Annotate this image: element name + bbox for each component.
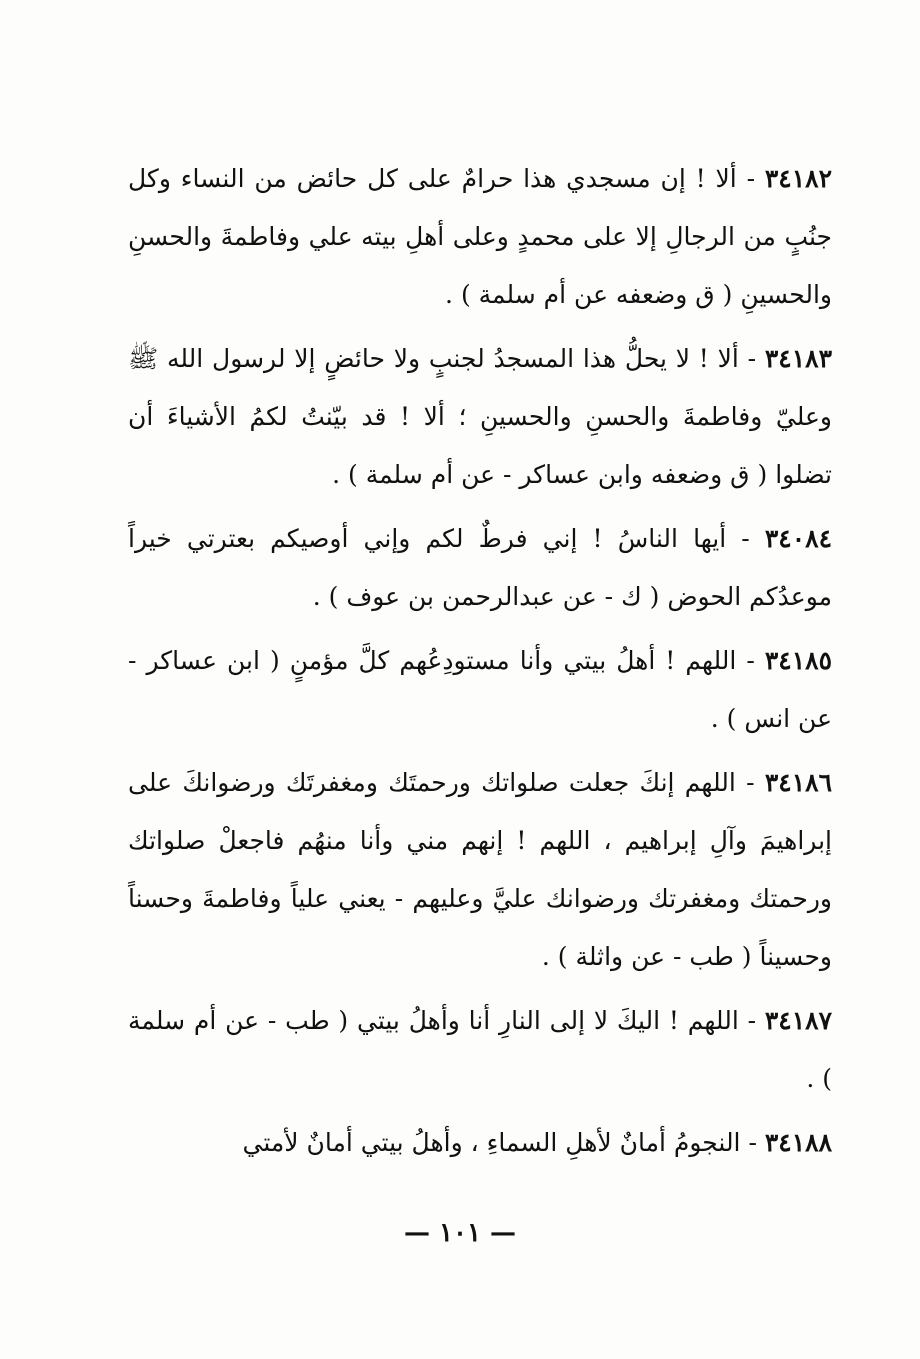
hadith-entry-34183: ٣٤١٨٣ - ألا ! لا يحلُّ هذا المسجدُ لجنبٍ ولا حائضٍ إلا لرسول الله ﷺ وعليّ وفاطمةَ والحسنِ والحسينِ ؛ ألا ! قد بيّنتُ لكمُ الأشياءَ أن تضلوا ( ق وضعفه وابن عساكر - عن أم سلمة ) . (128, 344, 832, 489)
hadith-text: النجومُ أمانٌ لأهلِ السماءِ ، وأهلُ بيتي أمانٌ لأمتي (242, 1128, 741, 1157)
hadith-list (128, 150, 832, 1178)
hadith-number: ٣٤١٨٨ (764, 1128, 832, 1157)
hadith-entry-34185: ٣٤١٨٥ - اللهم ! أهلُ بيتي وأنا مستودِعُهم كلَّ مؤمنٍ ( ابن عساكر - عن انس ) . (128, 646, 832, 733)
hadith-text: اللهم ! أهلُ بيتي وأنا مستودِعُهم كلَّ مؤمنٍ ( ابن عساكر - عن انس ) . (128, 646, 832, 733)
hadith-number: ٣٤١٨٣ (764, 344, 832, 373)
hadith-text: ألا ! إن مسجدي هذا حرامٌ على كل حائض من النساء وكل جنُبٍ من الرجالِ إلا على محمدٍ وعلى أهلِ بيته علي وفاطمةَ والحسنِ والحسينِ ( ق وضعفه عن أم سلمة ) . (128, 164, 832, 309)
hadith-entry-34188: ٣٤١٨٨ - النجومُ أمانٌ لأهلِ السماءِ ، وأهلُ بيتي أمانٌ لأمتي (242, 1128, 832, 1157)
hadith-text: اللهم ! اليكَ لا إلى النارِ أنا وأهلُ بيتي ( طب - عن أم سلمة ) . (128, 1006, 832, 1093)
hadith-text: اللهم إنكَ جعلت صلواتك ورحمتَك ومغفرتَك ورضوانكَ على إبراهيمَ وآلِ إبراهيم ، اللهم ! إنهم مني وأنا منهُم فاجعلْ صلواتك ورحمتك ومغفرتك ورضوانك عليَّ وعليهم - يعني علياً وفاطمةَ وحسناً وحسيناً ( طب - عن واثلة ) . (128, 768, 832, 971)
hadith-text: ألا ! لا يحلُّ هذا المسجدُ لجنبٍ ولا حائضٍ إلا لرسول الله ﷺ وعليّ وفاطمةَ والحسنِ والحسينِ ؛ ألا ! قد بيّنتُ لكمُ الأشياءَ أن تضلوا ( ق وضعفه وابن عساكر - عن أم سلمة ) . (128, 344, 832, 489)
hadith-number: ٣٤١٨٢ (764, 164, 832, 193)
hadith-number: ٣٤٠٨٤ (764, 524, 832, 553)
hadith-text: أيها الناسُ ! إني فرطٌ لكم وإني أوصيكم بعترتي خيراً موعدُكم الحوض ( ك - عن عبدالرحمن بن عوف ) . (128, 524, 832, 611)
hadith-number: ٣٤١٨٦ (764, 768, 832, 797)
page-number: — ١٠١ — (403, 1218, 517, 1248)
hadith-number: ٣٤١٨٥ (764, 646, 832, 675)
hadith-entry-34186: ٣٤١٨٦ - اللهم إنكَ جعلت صلواتك ورحمتَك ومغفرتَك ورضوانكَ على إبراهيمَ وآلِ إبراهيم ، اللهم ! إنهم مني وأنا منهُم فاجعلْ صلواتك ورحمتك ومغفرتك ورضوانك عليَّ وعليهم - يعني علياً وفاطمةَ وحسناً وحسيناً ( طب - عن واثلة ) . (128, 768, 832, 971)
hadith-number: ٣٤١٨٧ (764, 1006, 833, 1035)
hadith-entry-34182: ٣٤١٨٢ - ألا ! إن مسجدي هذا حرامٌ على كل حائض من النساء وكل جنُبٍ من الرجالِ إلا على محمدٍ وعلى أهلِ بيته علي وفاطمةَ والحسنِ والحسينِ ( ق وضعفه عن أم سلمة ) . (128, 164, 832, 309)
hadith-entry-34084: ٣٤٠٨٤ - أيها الناسُ ! إني فرطٌ لكم وإني أوصيكم بعترتي خيراً موعدُكم الحوض ( ك - عن عبدالرحمن بن عوف ) . (128, 524, 832, 611)
hadith-entry-34187: ٣٤١٨٧ - اللهم ! اليكَ لا إلى النارِ أنا وأهلُ بيتي ( طب - عن أم سلمة ) . (128, 1006, 833, 1093)
